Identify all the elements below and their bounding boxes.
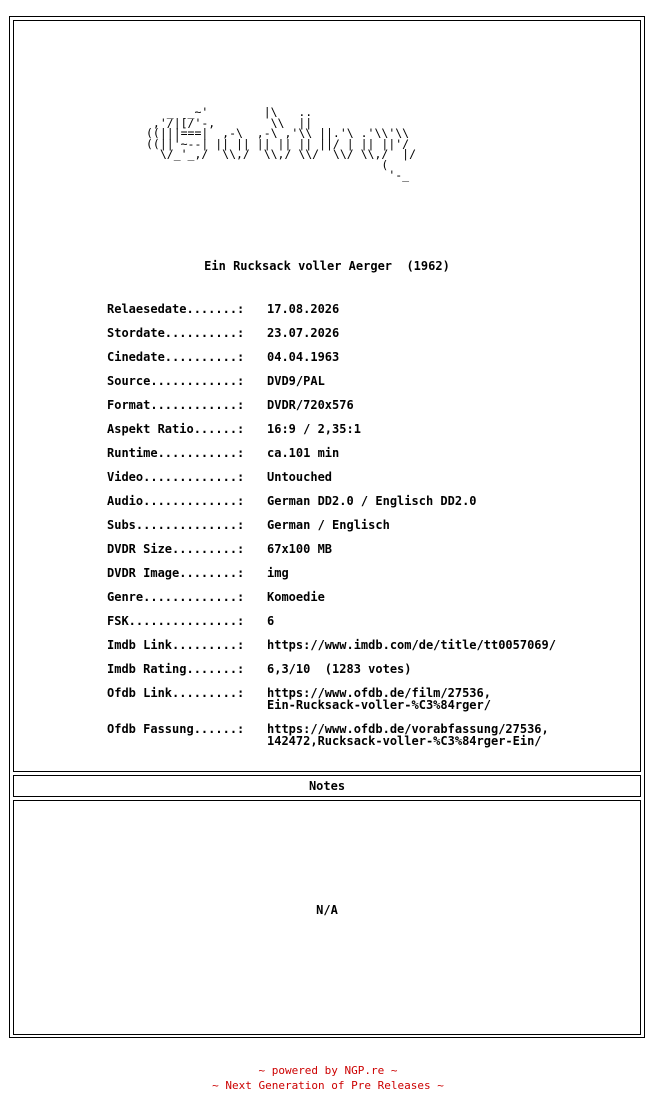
field-label: Source............: <box>107 374 245 388</box>
field-value: 23.07.2026 <box>267 326 340 340</box>
field-label: DVDR Image........: <box>107 566 245 580</box>
field-label: Runtime...........: <box>107 446 245 460</box>
field-row-imdb-rating <box>107 662 556 686</box>
ascii-logo: _ _~' |\ .. ,'/|[/'-, \\ || ((|||===| ,-\ ,-\ ,'\\ ||.'\ .'\\'\\ ((||'~--| || || || || || ||/ | || ||'/ \/_'_,/ \\,/ \\,/ \\/ \\/ \\,/ |/ ( '-_ <box>146 105 417 182</box>
field-label: DVDR Size.........: <box>107 542 245 556</box>
field-label: Audio.............: <box>107 494 245 508</box>
notes-text: N/A <box>316 903 338 917</box>
release-fields <box>107 302 556 758</box>
field-value: Untouched <box>267 470 333 484</box>
imdb-link[interactable]: https://www.imdb.com/de/title/tt0057069/ <box>267 638 556 652</box>
field-value: 6 <box>267 614 275 628</box>
field-label: Imdb Link.........: <box>107 638 245 652</box>
footer-powered-by: ~ powered by NGP.re ~ <box>258 1064 398 1077</box>
notes-panel <box>13 800 641 1035</box>
ofdb-link[interactable]: https://www.ofdb.de/film/27536, Ein-Rucksack-voller-%C3%84rger/ <box>267 686 491 712</box>
field-row-releasedate <box>107 302 556 326</box>
field-label: Ofdb Link.........: <box>107 686 245 700</box>
field-label: Cinedate..........: <box>107 350 245 364</box>
ofdb-fassung-link[interactable]: https://www.ofdb.de/vorabfassung/27536, 142472,Rucksack-voller-%C3%84rger-Ein/ <box>267 722 549 748</box>
field-value: 17.08.2026 <box>267 302 340 316</box>
field-row-subs <box>107 518 556 542</box>
field-row-runtime <box>107 446 556 470</box>
field-row-imdb-link <box>107 638 556 662</box>
field-row-aspect-ratio <box>107 422 556 446</box>
field-row-dvdr-size <box>107 542 556 566</box>
field-row-dvdr-image <box>107 566 556 590</box>
field-row-fsk <box>107 614 556 638</box>
field-label: FSK...............: <box>107 614 245 628</box>
notes-heading: Notes <box>13 775 641 797</box>
field-value: ca.101 min <box>267 446 340 460</box>
field-value: German DD2.0 / Englisch DD2.0 <box>267 494 477 508</box>
field-row-cinedate <box>107 350 556 374</box>
field-label: Genre.............: <box>107 590 245 604</box>
field-value: German / Englisch <box>267 518 390 532</box>
field-row-format <box>107 398 556 422</box>
field-label: Format............: <box>107 398 245 412</box>
field-row-ofdb-link <box>107 686 556 722</box>
release-info-panel <box>13 20 641 772</box>
field-row-stordate <box>107 326 556 350</box>
field-value: 04.04.1963 <box>267 350 340 364</box>
field-label: Stordate..........: <box>107 326 245 340</box>
field-value: DVD9/PAL <box>267 374 325 388</box>
release-title: Ein Rucksack voller Aerger (1962) <box>204 259 450 273</box>
nfo-frame <box>9 16 645 1038</box>
field-label: Aspekt Ratio......: <box>107 422 245 436</box>
field-value: DVDR/720x576 <box>267 398 354 412</box>
field-row-source <box>107 374 556 398</box>
footer-tagline: ~ Next Generation of Pre Releases ~ <box>212 1079 444 1092</box>
field-label: Relaesedate.......: <box>107 302 245 316</box>
field-row-audio <box>107 494 556 518</box>
field-label: Subs..............: <box>107 518 245 532</box>
field-label: Video.............: <box>107 470 245 484</box>
field-value: img <box>267 566 289 580</box>
field-value: 16:9 / 2,35:1 <box>267 422 361 436</box>
field-label: Ofdb Fassung......: <box>107 722 245 736</box>
field-row-ofdb-fassung <box>107 722 556 758</box>
field-row-genre <box>107 590 556 614</box>
field-value: Komoedie <box>267 590 325 604</box>
field-row-video <box>107 470 556 494</box>
field-label: Imdb Rating.......: <box>107 662 245 676</box>
field-value: 67x100 MB <box>267 542 333 556</box>
field-value: 6,3/10 (1283 votes) <box>267 662 412 676</box>
